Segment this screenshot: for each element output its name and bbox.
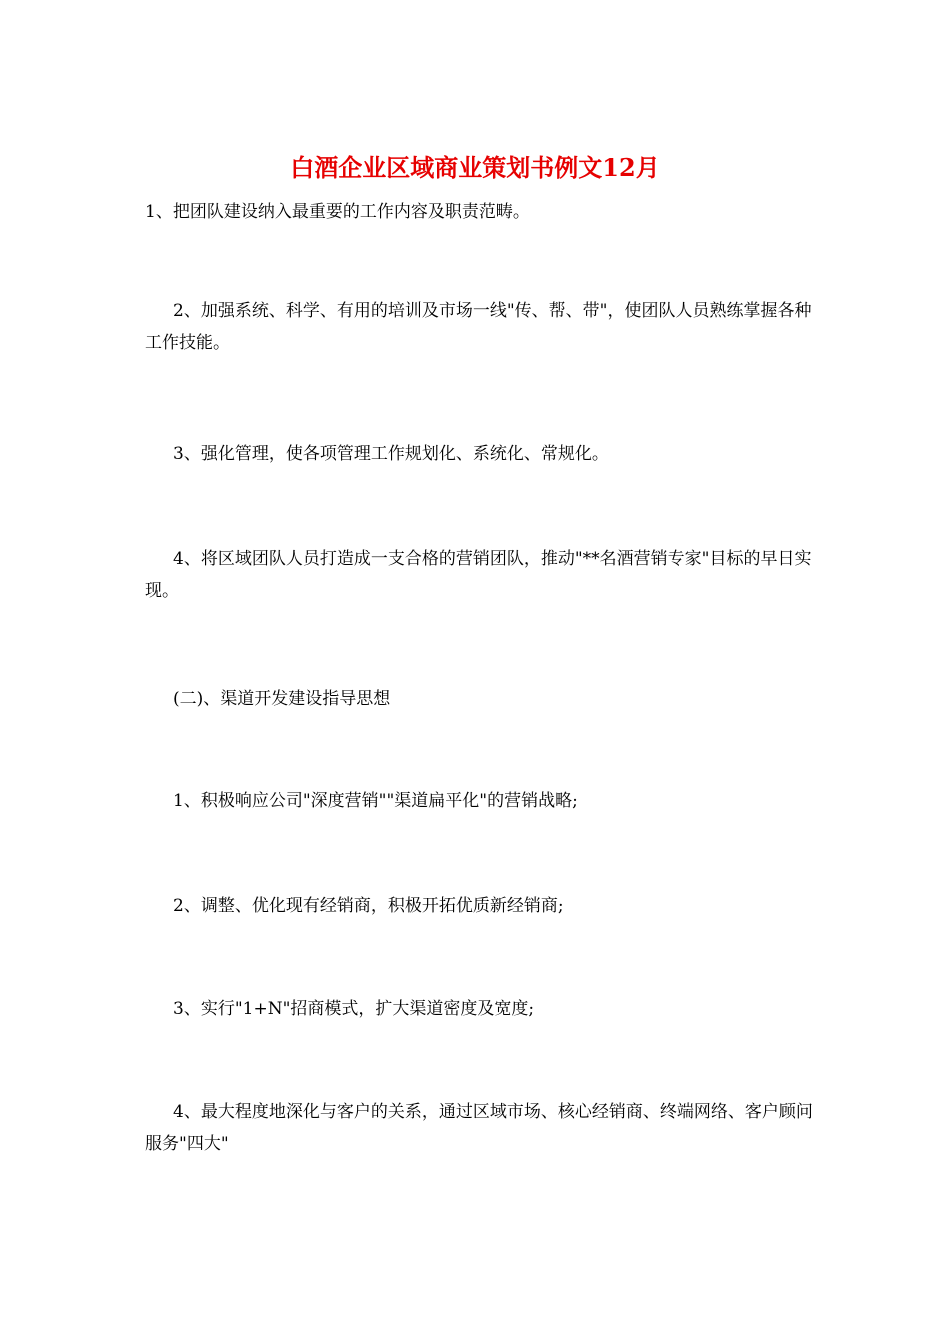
paragraph-2: 2、加强系统、科学、有用的培训及市场一线"传、帮、带"，使团队人员熟练掌握各种工作技能。 — [145, 301, 812, 353]
paragraph-8: 4、最大程度地深化与客户的关系，通过区域市场、核心经销商、终端网络、客户顾问服务"四大" — [145, 1102, 813, 1154]
section-heading: (二)、渠道开发建设指导思想 — [173, 689, 391, 709]
paragraph-1: 1、把团队建设纳入最重要的工作内容及职责范畴。 — [145, 202, 530, 222]
paragraph-6: 2、调整、优化现有经销商，积极开拓优质新经销商; — [173, 896, 564, 916]
paragraph-3: 3、强化管理，使各项管理工作规划化、系统化、常规化。 — [173, 444, 609, 464]
paragraph-7: 3、实行"1+N"招商模式，扩大渠道密度及宽度; — [173, 999, 535, 1019]
paragraph-4: 4、将区域团队人员打造成一支合格的营销团队，推动"**名酒营销专家"目标的早日实现。 — [145, 549, 812, 601]
paragraph-5: 1、积极响应公司"深度营销""渠道扁平化"的营销战略; — [173, 791, 578, 811]
document-title: 白酒企业区域商业策划书例文12月 — [290, 153, 660, 182]
